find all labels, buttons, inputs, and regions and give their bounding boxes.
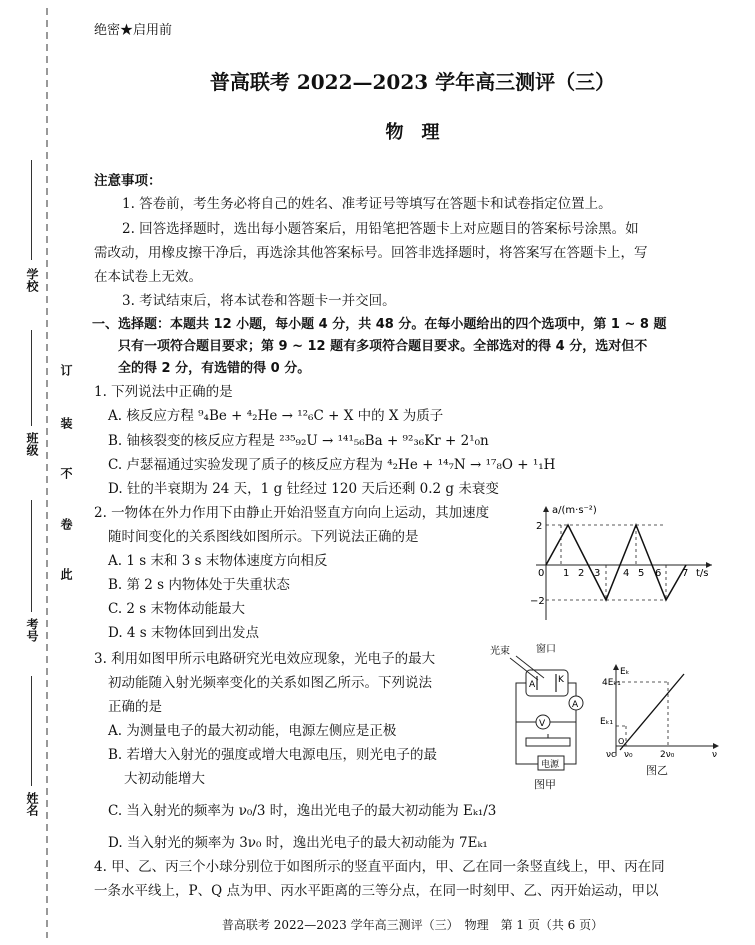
q2-option-b: B. 第 2 s 内物体处于失重状态 <box>108 577 290 593</box>
notice-item: 2. 回答选择题时，选出每小题答案后，用铅笔把答题卡上对应题目的答案标号涂黑。如 <box>122 221 639 237</box>
q2-option-c: C. 2 s 末物体动能最大 <box>108 601 246 617</box>
figure-jia <box>490 640 598 774</box>
tick-label: 2ν₀ <box>660 750 675 760</box>
page-footer: 普高联考 2022—2023 学年高三测评（三） 物理 第 1 页（共 6 页） <box>221 918 604 932</box>
ek-nu-line <box>620 674 684 750</box>
figure-yi <box>600 664 722 760</box>
source-label: 电源 <box>541 760 560 770</box>
notice-item: 需改动，用橡皮擦干净后，再选涂其他答案标号。回答非选择题时，将答案写在答题卡上，写 <box>94 245 648 261</box>
seal-char: 装 <box>59 417 73 429</box>
seal-char: 不 <box>59 467 73 479</box>
voltmeter-label: V <box>539 719 546 729</box>
examno-label: 考号 <box>25 618 39 642</box>
anode-label: A <box>529 680 536 690</box>
figure-yi-caption: 图乙 <box>646 764 668 777</box>
origin-label: 0 <box>538 568 545 579</box>
seal-char: 此 <box>59 568 73 580</box>
subject-title: 物 理 <box>385 122 440 143</box>
q2-option-a: A. 1 s 末和 3 s 末物体速度方向相反 <box>108 553 328 569</box>
tick-label: 6 <box>655 568 662 579</box>
q3-stem: 正确的是 <box>108 699 162 715</box>
q1-option-b: B. 铀核裂变的核反应方程是 ²³⁵₉₂U → ¹⁴¹₅₆Ba + ⁹²₃₆Kr + 2¹₀n <box>108 433 489 449</box>
tick-label: ν₀ <box>624 750 633 760</box>
rheostat <box>526 738 570 746</box>
q2-stem: 2. 一物体在外力作用下由静止开始沿竖直方向向上运动，其加速度 <box>94 505 490 521</box>
tick-label: 3 <box>594 568 601 579</box>
light-ray <box>516 656 544 678</box>
q2-graph <box>530 502 720 624</box>
origin-label: O <box>618 737 625 746</box>
cathode-label: K <box>558 675 564 685</box>
section-heading: 一、选择题：本题共 12 小题，每小题 4 分，共 48 分。在每小题给出的四个选项中，第 1 ~ 8 题 <box>92 317 667 332</box>
q3-stem: 3. 利用如图甲所示电路研究光电效应现象，光电子的最大 <box>94 651 436 667</box>
name-label: 姓名 <box>25 792 39 816</box>
school-blank <box>31 160 32 260</box>
circuit-wire <box>568 683 576 696</box>
notice-item: 3. 考试结束后，将本试卷和答题卡一并交回。 <box>122 293 396 309</box>
x-axis-label: ν <box>712 750 718 760</box>
y-axis-label: a/(m·s⁻²) <box>552 505 597 516</box>
page-title: 普高联考 2022—2023 学年高三测评（三） <box>209 70 616 94</box>
notice-item: 1. 答卷前，考生务必将自己的姓名、准考证号等填写在答题卡和试卷指定位置上。 <box>122 196 612 212</box>
tick-label: Eₖ₁ <box>600 717 614 727</box>
tick-label: 2 <box>578 568 585 579</box>
tick-label: 2 <box>536 521 543 532</box>
secret-mark: 绝密★启用前 <box>94 23 173 38</box>
x-axis-label: t/s <box>696 568 709 579</box>
x-axis-arrow <box>713 743 719 749</box>
q4-stem: 一条水平线上，P、Q 点为甲、丙水平距离的三等分点，在同一时刻甲、乙、丙开始运动，甲以 <box>94 883 659 899</box>
q1-option-d: D. 钍的半衰期为 24 天，1 g 钍经过 120 天后还剩 0.2 g 未衰变 <box>108 481 499 497</box>
q2-option-d: D. 4 s 末物体回到出发点 <box>108 625 260 641</box>
y-axis-arrow <box>613 664 619 670</box>
tick-label: νc <box>606 750 616 760</box>
tick-label: 4Eₖ₁ <box>602 678 621 688</box>
tick-label: 7 <box>682 568 689 579</box>
q4-stem: 4. 甲、乙、丙三个小球分别位于如图所示的竖直平面内，甲、乙在同一条竖直线上，甲、丙在同 <box>94 859 665 875</box>
notice-item: 在本试卷上无效。 <box>94 269 202 285</box>
seal-char: 卷 <box>59 518 73 530</box>
notice-heading: 注意事项： <box>94 173 162 189</box>
window-label: 窗口 <box>536 644 556 655</box>
seal-char: 订 <box>59 364 73 376</box>
q3-option-b: 大初动能增大 <box>124 771 205 787</box>
acceleration-curve <box>546 525 689 600</box>
q1-option-a: A. 核反应方程 ⁹₄Be + ⁴₂He → ¹²₆C + X 中的 X 为质子 <box>108 408 444 424</box>
y-axis-arrow <box>543 506 549 512</box>
q3-stem: 初动能随入射光频率变化的关系如图乙所示。下列说法 <box>108 675 432 691</box>
q2-stem: 随时间变化的关系图线如图所示。下列说法正确的是 <box>108 529 419 545</box>
section-heading: 只有一项符合题目要求；第 9 ~ 12 题有多项符合题目要求。全部选对的得 4 分，选对但不 <box>118 339 648 354</box>
tick-label: 1 <box>563 568 570 579</box>
y-axis-label: Eₖ <box>620 667 630 677</box>
tick-label: 4 <box>623 568 630 579</box>
q3-option-c: C. 当入射光的频率为 ν₀/3 时，逸出光电子的最大初动能为 Eₖ₁/3 <box>108 803 497 819</box>
q3-option-b: B. 若增大入射光的强度或增大电源电压，则光电子的最 <box>108 747 438 763</box>
class-label: 班级 <box>25 432 39 456</box>
q3-option-a: A. 为测量电子的最大初动能，电源左侧应是正极 <box>108 723 397 739</box>
light-label: 光束 <box>490 646 510 657</box>
figure-jia-caption: 图甲 <box>534 778 556 791</box>
examno-blank <box>31 500 32 612</box>
light-ray <box>510 658 538 680</box>
q3-option-d: D. 当入射光的频率为 3ν₀ 时，逸出光电子的最大初动能为 7Eₖ₁ <box>108 835 488 851</box>
ammeter-label: A <box>572 700 579 710</box>
q1-option-c: C. 卢瑟福通过实验发现了质子的核反应方程为 ⁴₂He + ¹⁴₇N → ¹⁷₈O + ¹₁H <box>108 457 556 473</box>
section-heading: 全的得 2 分，有选错的得 0 分。 <box>118 361 311 376</box>
tick-label: −2 <box>530 596 545 607</box>
class-blank <box>31 330 32 426</box>
school-label: 学校 <box>25 268 39 292</box>
name-blank <box>31 676 32 786</box>
tick-label: 5 <box>638 568 645 579</box>
q1-stem: 1. 下列说法中正确的是 <box>94 384 233 400</box>
